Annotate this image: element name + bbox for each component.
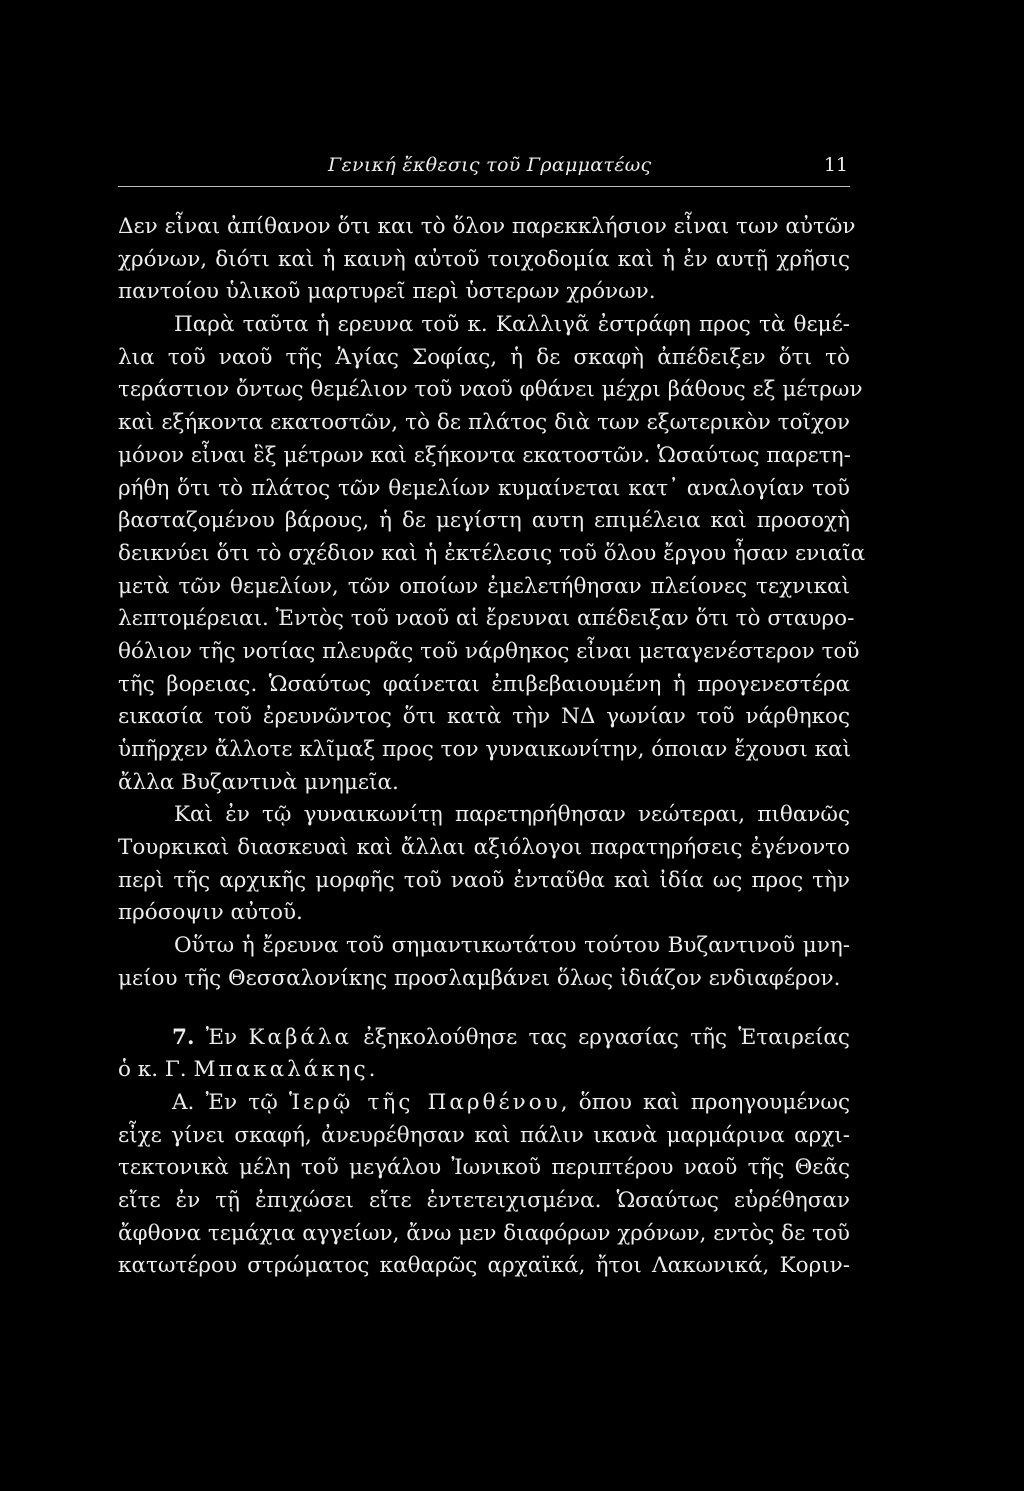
text-span: ὁ κ. Γ. [118,1057,194,1083]
text-line: καὶ εξήκοντα εκατοστῶν, τὸ δε πλάτος διὰ των εξωτερικὸν τοῖχον [118,410,850,436]
text-line: θόλιον τῆς νοτίας πλευρᾶς τοῦ νάρθηκος εἶναι μεταγενέστερον τοῦ [118,638,860,664]
text-line: βασταζομένου βάρους, ἡ δε μεγίστη αυτη επιμέλεια καὶ προσοχὴ [118,508,850,534]
text-line: παντοίου ὑλικοῦ μαρτυρεῖ περὶ ὑστερων χρόνων. [118,279,656,305]
text-line: Τουρκικαὶ διασκευαὶ καὶ ἄλλαι αξιόλογοι παρατηρήσεις ἐγένοντο [118,835,850,861]
text-line: μείου τῆς Θεσσαλονίκης προσλαμβάνει ὅλως ἰδιάζον ενδιαφέρον. [118,965,841,991]
text-span: ἐξηκολούθησε τας εργασίας τῆς Ἑταιρείας [352,1024,850,1050]
text-line: τῆς βορειας. Ὡσαύτως φαίνεται ἐπιβεβαιουμένη ἡ προγενεστέρα [118,671,850,697]
text-line: τεκτονικὰ μέλη τοῦ μεγάλου Ἰωνικοῦ περιπτέρου ναοῦ τῆς Θεᾶς [118,1155,850,1181]
text-span: , ὅπου καὶ προηγουμένως [560,1089,851,1115]
section-number: 7. [172,1024,195,1050]
text-line: Οὕτω ἡ ἔρευνα τοῦ σημαντικωτάτου τούτου Βυζαντινοῦ μνη- [174,933,850,959]
text-span: Ἐν τῷ [194,1089,289,1115]
text-line: ρήθη ὅτι τὸ πλάτος τῶν θεμελίων κυμαίνεται κατ᾽ αναλογίαν τοῦ [118,475,850,501]
text-line: πρόσοψιν αὐτοῦ. [118,900,303,926]
place-name: Καβάλα [248,1024,353,1050]
document-page [118,0,866,1491]
text-line: μόνον εἶναι ἓξ μέτρων καὶ εξήκοντα εκατοστῶν. Ὡσαύτως παρετη- [118,442,851,468]
text-span: Ἐν [194,1024,249,1050]
text-line: τεράστιον ὄντως θεμέλιον τοῦ ναοῦ φθάνει μέχρι βάθους εξ μέτρων [118,377,863,403]
text-line: ἄφθονα τεμάχια αγγείων, ἄνω μεν διαφόρων χρόνων, εντὸς δε τοῦ [118,1220,850,1246]
section-heading-7 [118,1022,850,1055]
text-line: εικασία τοῦ ἐρευνῶντος ὅτι κατὰ τὴν ΝΔ γωνίαν τοῦ νάρθηκος [118,704,850,730]
text-line: ἄλλα Βυζαντινὰ μνημεῖα. [118,769,399,795]
page-number: 11 [823,154,848,176]
text-span: . [368,1057,376,1083]
text-line: χρόνων, διότι καὶ ἡ καινὴ αὐτοῦ τοιχοδομία καὶ ἡ ἐν αυτῇ χρῆσις [118,246,850,272]
subsection-letter: Α. [172,1089,195,1115]
text-line: περὶ τῆς αρχικῆς μορφῆς τοῦ ναοῦ ἐνταῦθα καὶ ἰδία ως προς τὴν [118,867,850,893]
body-text [118,211,866,1283]
subsection-heading-a [118,1087,850,1120]
text-line: μετὰ τῶν θεμελίων, τῶν οποίων ἐμελετήθησαν πλείονες τεχνικαὶ [118,573,850,599]
person-name: Μπακαλάκης [193,1057,369,1083]
text-line: λεπτομέρειαι. Ἐντὸς τοῦ ναοῦ αἱ ἔρευναι απέδειξαν ὅτι τὸ σταυρο- [118,606,855,632]
text-line: Καὶ ἐν τῷ γυναικωνίτῃ παρετηρήθησαν νεώτεραι, πιθανῶς [174,802,850,828]
text-line: λια τοῦ ναοῦ τῆς Ἁγίας Σοφίας, ἡ δε σκαφὴ ἀπέδειξεν ὅτι τὸ [118,344,850,370]
text-line: εἴτε ἐν τῇ ἐπιχώσει εἴτε ἐντετειχισμένα. Ὡσαύτως εὑρέθησαν [118,1187,850,1213]
page-header [118,150,850,187]
text-line: Παρὰ ταῦτα ἡ ερευνα τοῦ κ. Καλλιγᾶ ἐστράφη προς τὰ θεμέ- [174,312,850,338]
text-line: κατωτέρου στρώματος καθαρῶς αρχαϊκά, ἤτοι Λακωνικά, Κοριν- [118,1253,850,1279]
text-line: Δεν εἶναι ἀπίθανον ὅτι και τὸ ὅλον παρεκκλήσιον εἶναι των αὐτῶν [118,214,856,239]
text-line: ὑπῆρχεν ἄλλοτε κλῖμαξ προς τον γυναικωνίτην, όποιαν ἔχουσι καὶ [118,737,852,762]
text-line [118,1054,850,1087]
running-title: Γενική ἔκθεσις τοῦ Γραμματέως [328,154,652,176]
place-name: Ἱερῷ τῆς Παρθένου [288,1089,561,1115]
text-line: εἶχε γίνει σκαφή, ἀνευρέθησαν καὶ πάλιν ικανὰ μαρμάρινα αρχι- [118,1122,850,1148]
text-line: δεικνύει ὅτι τὸ σχέδιον καὶ ἡ ἐκτέλεσις τοῦ ὅλου ἔργου ἦσαν ενιαῖα [118,540,866,566]
